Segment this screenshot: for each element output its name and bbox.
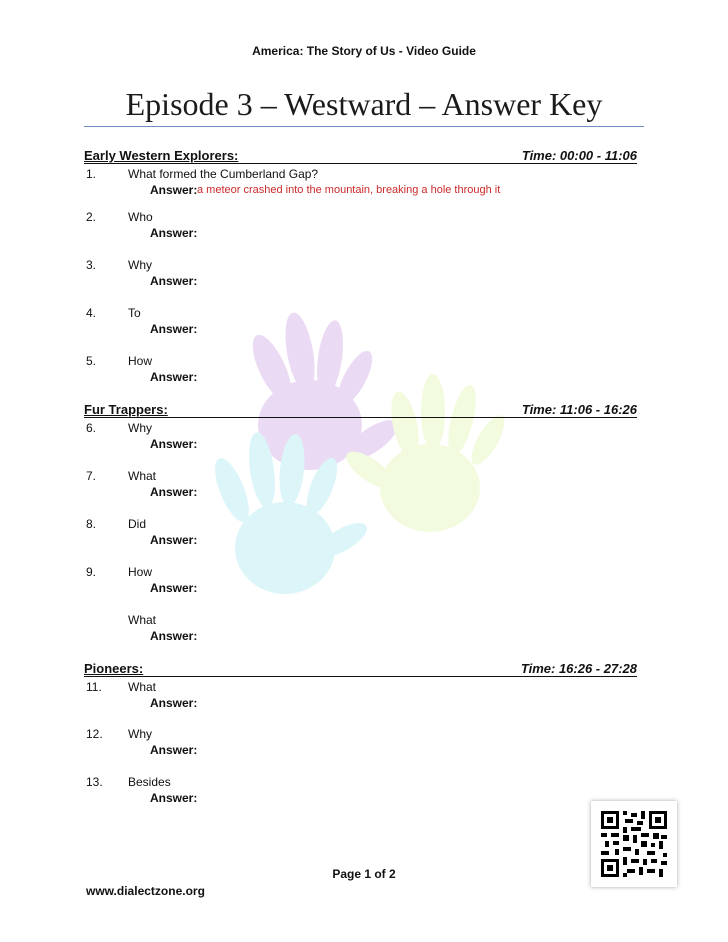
question-text: To — [128, 306, 141, 320]
question-text: What formed the Cumberland Gap? — [128, 167, 319, 181]
answer-label: Answer: — [150, 437, 198, 451]
question-row — [0, 613, 728, 647]
question-text: What — [128, 469, 157, 483]
question-row — [0, 421, 728, 455]
guide-heading: America: The Story of Us - Video Guide — [252, 44, 476, 58]
answer-label: Answer: — [150, 743, 198, 757]
section-title: Early Western Explorers: — [84, 148, 239, 163]
question-row — [0, 258, 728, 292]
question-row — [0, 469, 728, 503]
question-number: 8. — [86, 517, 97, 531]
question-text: Why — [128, 421, 152, 435]
section-time: Time: 00:00 - 11:06 — [521, 148, 637, 163]
question-text: What — [128, 613, 157, 627]
answer-label: Answer: — [150, 370, 198, 384]
question-row — [0, 306, 728, 340]
question-number: 11. — [86, 680, 102, 694]
section-title: Pioneers: — [84, 661, 144, 676]
section-header-pioneers — [84, 661, 637, 677]
answer-label: Answer: — [150, 533, 198, 547]
website-link[interactable]: www.dialectzone.org — [86, 884, 205, 898]
question-text: Besides — [128, 775, 171, 789]
question-text: Why — [128, 258, 152, 272]
question-row — [0, 167, 728, 201]
question-number: 7. — [86, 469, 97, 483]
question-number: 1. — [86, 167, 97, 181]
question-number: 9. — [86, 565, 97, 579]
question-text: Who — [128, 210, 153, 224]
question-text: Why — [128, 727, 152, 741]
question-number: 4. — [86, 306, 97, 320]
page-number: Page 1 of 2 — [332, 867, 396, 881]
question-text: How — [128, 565, 153, 579]
question-number: 12. — [86, 727, 103, 741]
answer-label: Answer: — [150, 274, 198, 288]
answer-text: a meteor crashed into the mountain, breaking a hole through it — [197, 184, 501, 196]
answer-label: Answer: — [150, 696, 198, 710]
question-row — [0, 210, 728, 244]
answer-label: Answer: — [150, 485, 198, 499]
page-title: Episode 3 – Westward – Answer Key — [125, 86, 603, 122]
question-text: How — [128, 354, 153, 368]
section-title: Fur Trappers: — [84, 402, 168, 417]
title-divider — [84, 126, 644, 127]
question-number: 5. — [86, 354, 97, 368]
answer-label: Answer: — [150, 581, 198, 595]
section-header-fur-trappers — [84, 402, 637, 418]
question-number: 2. — [86, 210, 97, 224]
question-number: 6. — [86, 421, 97, 435]
question-number: 13. — [86, 775, 103, 789]
question-number: 3. — [86, 258, 97, 272]
answer-label: Answer: — [150, 791, 198, 805]
question-text: What — [128, 680, 157, 694]
question-row — [0, 565, 728, 599]
answer-label: Answer: — [150, 322, 198, 336]
question-row — [0, 680, 728, 714]
question-row — [0, 354, 728, 388]
section-time: Time: 11:06 - 16:26 — [521, 402, 637, 417]
section-header-early-western-explorers — [84, 148, 637, 164]
question-row — [0, 727, 728, 761]
question-text: Did — [128, 517, 147, 531]
answer-label: Answer: — [150, 183, 198, 197]
section-time: Time: 16:26 - 27:28 — [520, 661, 637, 676]
question-row — [0, 517, 728, 551]
answer-label: Answer: — [150, 226, 198, 240]
answer-label: Answer: — [150, 629, 198, 643]
